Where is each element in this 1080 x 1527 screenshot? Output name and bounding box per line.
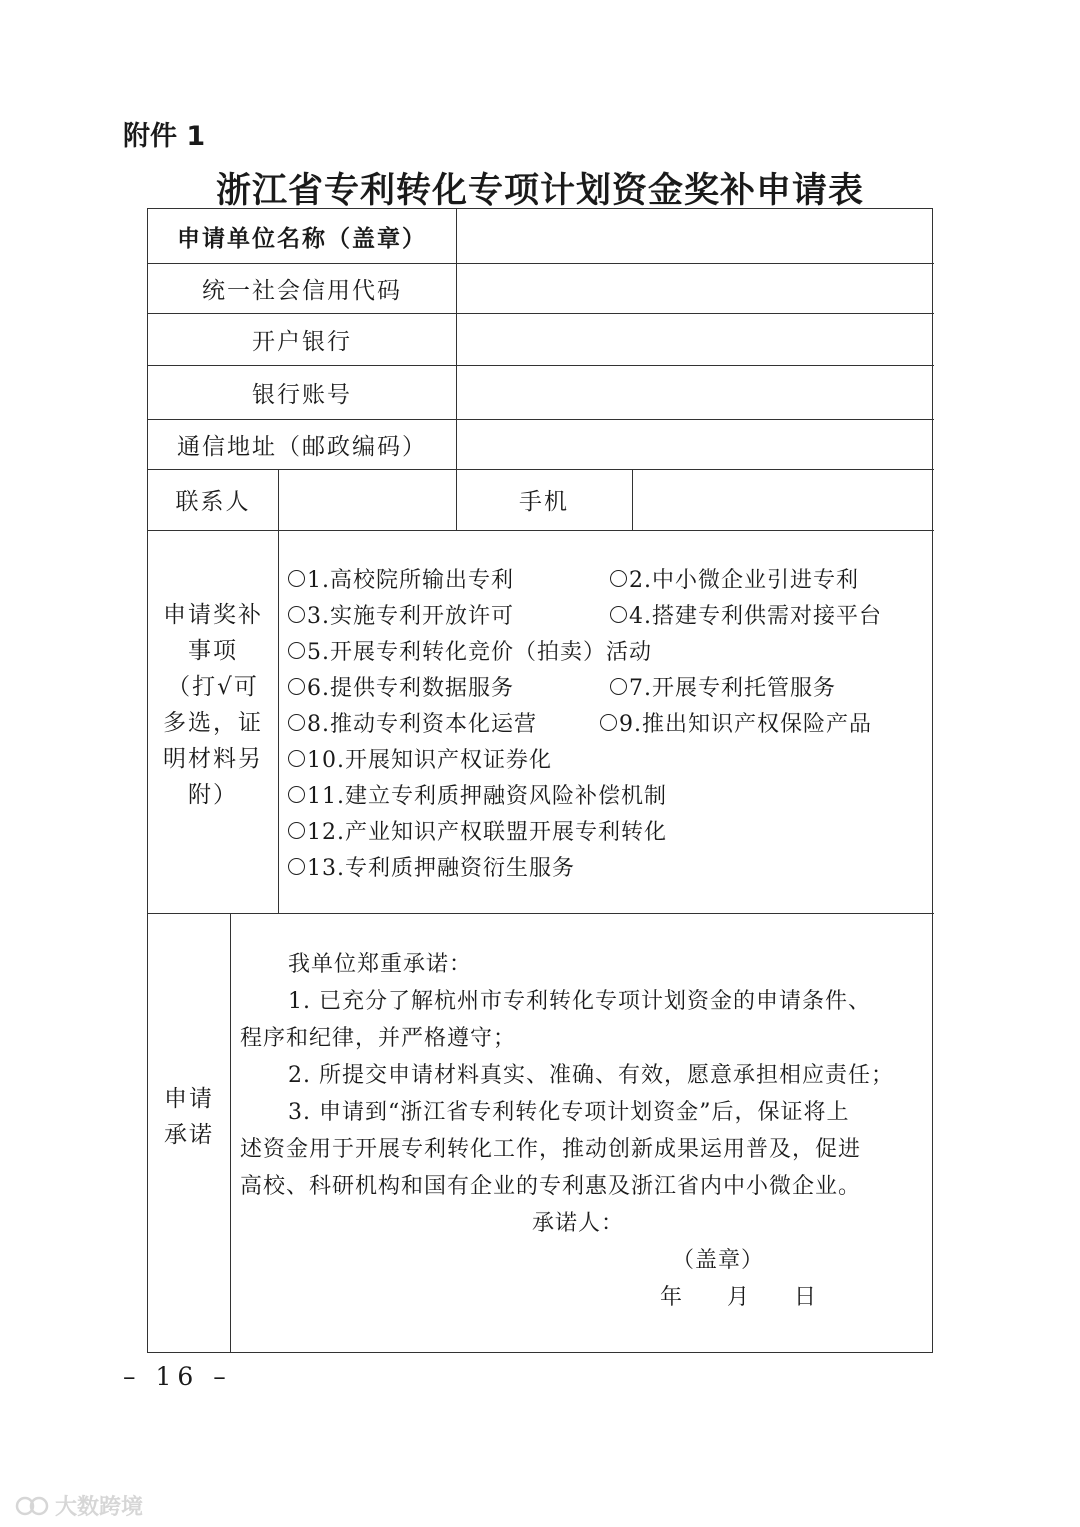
- month-label: 月: [727, 1285, 751, 1310]
- seal-label: （盖章）: [672, 1248, 765, 1273]
- radio-circle-icon[interactable]: [288, 822, 305, 839]
- pledge-item-1: 1. 已充分了解杭州市专利转化专项计划资金的申请条件、: [288, 989, 871, 1014]
- radio-circle-icon[interactable]: [600, 714, 617, 731]
- account-label: 银行账号: [252, 381, 352, 408]
- radio-circle-icon[interactable]: [288, 570, 305, 587]
- radio-circle-icon[interactable]: [288, 678, 305, 695]
- credit-code-label: 统一社会信用代码: [202, 277, 402, 304]
- watermark-logo-icon: [15, 1493, 51, 1519]
- radio-circle-icon[interactable]: [288, 858, 305, 875]
- pledge-item-3-cont: 述资金用于开展专利转化工作，推动创新成果运用普及，促进: [240, 1137, 862, 1162]
- day-label: 日: [794, 1285, 818, 1310]
- radio-circle-icon[interactable]: [288, 606, 305, 623]
- radio-circle-icon[interactable]: [610, 570, 627, 587]
- col-divider: [278, 469, 279, 913]
- option-6[interactable]: 6.提供专利数据服务: [288, 671, 514, 702]
- unit-name-label: 申请单位名称（盖章）: [177, 224, 427, 252]
- items-label: 申请奖补 事项 （打√可 多选，证 明材料另 附）: [163, 602, 263, 808]
- pledge-item-3-end: 高校、科研机构和国有企业的专利惠及浙江省内中小微企业。: [240, 1174, 862, 1199]
- credit-code-field[interactable]: [457, 263, 933, 313]
- option-11[interactable]: 11.建立专利质押融资风险补偿机制: [288, 779, 667, 810]
- pledge-text: [240, 946, 930, 1316]
- col-divider: [230, 913, 231, 1353]
- option-7[interactable]: 7.开展专利托管服务: [610, 671, 836, 702]
- option-13[interactable]: 13.专利质押融资衍生服务: [288, 851, 575, 882]
- address-field[interactable]: [457, 419, 933, 469]
- radio-circle-icon[interactable]: [610, 606, 627, 623]
- option-12[interactable]: 12.产业知识产权联盟开展专利转化: [288, 815, 667, 846]
- option-5[interactable]: 5.开展专利转化竞价（拍卖）活动: [288, 635, 652, 666]
- unit-name-field[interactable]: [457, 209, 933, 263]
- radio-circle-icon[interactable]: [288, 750, 305, 767]
- option-9[interactable]: 9.推出知识产权保险产品: [600, 707, 872, 738]
- option-2[interactable]: 2.中小微企业引进专利: [610, 563, 859, 594]
- radio-circle-icon[interactable]: [288, 642, 305, 659]
- option-4[interactable]: 4.搭建专利供需对接平台: [610, 599, 882, 630]
- pledge-item-1-cont: 程序和纪律，并严格遵守；: [240, 1026, 517, 1051]
- bank-field[interactable]: [457, 313, 933, 365]
- bank-label: 开户银行: [252, 328, 352, 355]
- radio-circle-icon[interactable]: [288, 786, 305, 803]
- address-label: 通信地址（邮政编码）: [177, 433, 427, 460]
- pledge-intro: 我单位郑重承诺：: [288, 952, 473, 977]
- watermark: [15, 1490, 143, 1521]
- option-10[interactable]: 10.开展知识产权证券化: [288, 743, 552, 774]
- attachment-label: 附件 1: [123, 121, 206, 152]
- signer-label: 承诺人：: [532, 1211, 625, 1236]
- option-1[interactable]: 1.高校院所输出专利: [288, 563, 514, 594]
- radio-circle-icon[interactable]: [610, 678, 627, 695]
- option-8[interactable]: 8.推动专利资本化运营: [288, 707, 537, 738]
- phone-label: 手机: [519, 489, 569, 515]
- pledge-item-2: 2. 所提交申请材料真实、准确、有效，愿意承担相应责任；: [288, 1063, 894, 1088]
- row-divider: [148, 530, 934, 531]
- option-3[interactable]: 3.实施专利开放许可: [288, 599, 514, 630]
- year-label: 年: [660, 1285, 684, 1310]
- pledge-item-3: 3. 申请到“浙江省专利转化专项计划资金”后，保证将上: [288, 1100, 850, 1125]
- account-field[interactable]: [457, 365, 933, 419]
- radio-circle-icon[interactable]: [288, 714, 305, 731]
- phone-field[interactable]: [633, 469, 933, 530]
- contact-field[interactable]: [279, 469, 455, 530]
- form-title: 浙江省专利转化专项计划资金奖补申请表: [215, 170, 864, 211]
- contact-label: 联系人: [175, 489, 251, 515]
- watermark-text: 大数跨境: [55, 1495, 144, 1520]
- pledge-label: 申请 承诺: [164, 1086, 214, 1148]
- row-divider: [148, 913, 934, 914]
- date-line: [240, 1279, 930, 1316]
- page-number: – 16 –: [123, 1362, 232, 1391]
